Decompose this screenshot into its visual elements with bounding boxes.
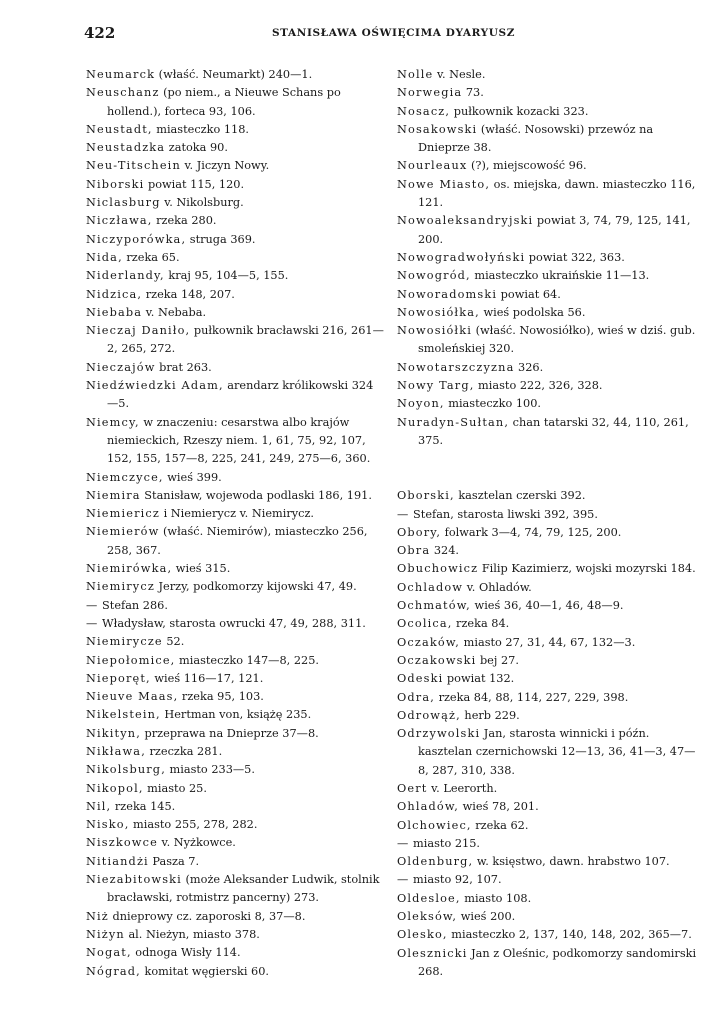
entry-text: dnieprowy cz. zaporoski 8, 37—8. [108,909,306,923]
entry-text: al. Nieżyn, miasto 378. [124,927,260,941]
index-entry [397,542,700,560]
index-entry [397,157,700,175]
entry-text: powiat 64. [497,287,561,301]
entry-headword: Nikolsburg, [86,763,166,777]
index-entry [397,414,700,451]
entry-text: v. Nebaba. [142,305,207,319]
entry-headword: Obuchowicz [397,562,479,576]
index-entry [86,359,384,377]
entry-headword: Niborski [86,177,145,191]
index-entry [86,176,384,194]
index-entry [397,634,700,652]
index-entry [397,780,700,798]
index-entry [86,944,384,962]
entry-headword: Odrzywolski [397,727,481,741]
entry-text: Jerzy, podkomorzy kijowski 47, 49. [154,580,357,594]
entry-headword: Oczakowski [397,653,477,667]
entry-text: w znaczeniu: cesarstwa albo krajów niemieckich, Rzeszy niem. 1, 61, 75, 92, 107, 152, 155, 157—8, 225, 241, 249, 275—6, 360. [107,415,371,466]
entry-text: i Niemierycz v. Niemirycz. [160,507,315,521]
entry-text: (właść. Nosowski) przewóz na Dnieprze 38. [418,122,654,155]
entry-text: rzeka 65. [122,250,180,264]
entry-text: przeprawa na Dnieprze 37—8. [140,726,319,740]
entry-headword: Nosakowski [397,122,478,136]
entry-headword: Niczyporówka, [86,232,187,246]
entry-text: (po niem., a Nieuwe Schans po hollend.), forteca 93, 106. [107,86,341,118]
entry-text: (?), miejscowość 96. [467,159,587,173]
entry-text: rzeka 148, 207. [142,287,235,301]
entry-text: chan tatarski 32, 44, 110, 261, 375. [418,415,689,447]
index-entry [86,249,384,267]
entry-text: miasto 108. [460,891,532,905]
entry-headword: — [397,873,410,887]
index-entry [397,835,700,853]
entry-headword: Neustadt, [86,122,153,136]
page-header [84,24,704,46]
entry-text: miasteczko 100. [444,397,541,411]
entry-headword: Oborski, [397,489,455,503]
entry-headword: Nitiandżi [86,854,149,868]
entry-text: v. Nyżkowce. [157,836,236,850]
entry-headword: Noworadomski [397,287,498,301]
entry-headword: Niemirycze [86,635,163,649]
entry-headword: Niż [86,909,109,923]
index-entry [397,524,700,542]
index-entry [397,817,700,835]
entry-headword: Neuschanz [86,86,160,100]
entry-text: wieś podolska 56. [479,305,586,319]
entry-headword: Oldesloe, [397,891,461,905]
index-entry [86,304,384,322]
entry-headword: Neu-Titschein [86,159,181,173]
entry-headword: Nowosiółki [397,324,472,338]
entry-text: (może Aleksander Ludwik, stolnik bracławski, rotmistrz pancerny) 273. [107,873,380,905]
entry-text: struga 369. [186,232,256,246]
entry-headword: Olchowiec, [397,818,472,832]
index-entry [86,597,384,615]
entry-headword: Nisko, [86,818,130,832]
entry-headword: Odra, [397,690,435,704]
entry-text: rzeka 145. [111,799,176,813]
entry-headword: Oleksów, [397,910,458,924]
index-entry [86,469,384,487]
index-entry [397,945,700,982]
entry-text: v. Nikolsburg. [160,196,244,210]
entry-text: miasto 255, 278, 282. [129,818,258,832]
index-entry [86,487,384,505]
entry-text: (właść. Niemirów), miasteczko 256, 258, 367. [107,525,368,557]
entry-headword: Nidzica, [86,287,143,301]
index-entry [86,194,384,212]
index-entry [86,121,384,139]
index-entry [86,377,384,414]
entry-headword: Olesko, [397,928,448,942]
entry-headword: Oert [397,781,428,795]
entry-text: Stefan 286. [98,598,168,612]
entry-text: powiat 115, 120. [144,177,245,191]
entry-headword: Niemirycz [86,580,155,594]
entry-text: 52. [162,635,185,649]
entry-text: miasto 215. [409,836,480,850]
index-entry [86,780,384,798]
entry-headword: Niczława, [86,214,153,228]
entry-text: miasto 92, 107. [409,873,502,887]
entry-text: powiat 132. [443,672,515,686]
index-entry [397,506,700,524]
entry-text: zatoka 90. [165,141,228,155]
entry-headword: Niebaba [86,305,143,319]
entry-text: miasteczko ukraińskie 11—13. [470,269,650,283]
entry-text: Stefan, starosta liwski 392, 395. [409,507,598,521]
entry-text: rzeka 84. [452,617,510,631]
entry-text: pułkownik bracławski 216, 261—2, 265, 272. [107,324,384,356]
entry-text: powiat 3, 74, 79, 125, 141, 200. [418,214,691,246]
entry-headword: Neustadzka [86,141,166,155]
entry-text: wieś 200. [457,910,516,924]
entry-headword: Olesznicki [397,946,468,960]
index-entry [397,670,700,688]
entry-headword: Obra [397,544,431,558]
index-entry [397,176,700,213]
entry-text: herb 229. [460,708,520,722]
index-entry [397,377,700,395]
entry-headword: Nikopol, [86,781,144,795]
entry-headword: Niepołomice, [86,653,176,667]
entry-headword: Niszkowce [86,836,158,850]
entry-text: (właść. Nowosiółko), wieś w dziś. gub. smoleńskiej 320. [418,324,696,356]
entry-text: Pasza 7. [148,854,200,868]
entry-text: wieś 78, 201. [459,800,539,814]
entry-text: (właść. Neumarkt) 240—1. [155,68,313,81]
entry-text: v. Jiczyn Nowy. [180,159,270,173]
entry-text: miasto 222, 326, 328. [474,379,603,393]
entry-headword: — [397,507,410,521]
index-entry [397,926,700,944]
index-entry [397,853,700,871]
entry-text: 324. [430,544,459,558]
entry-text: miasteczko 118. [152,122,249,136]
entry-headword: Nikława, [86,744,146,758]
entry-headword: Nowosiółka, [397,305,480,319]
entry-text: Filip Kazimierz, wojski mozyrski 184. [478,562,696,576]
index-entry [397,908,700,926]
entry-text: Jan, starosta winnicki i późn. kasztelan czernichowski 12—13, 36, 41—3, 47—8, 287, 310, 338. [418,727,696,777]
entry-headword: Obory, [397,525,442,539]
index-entry [86,414,384,469]
entry-headword: Nieporęt, [86,671,151,685]
entry-text: arendarz królikowski 324—5. [107,379,374,411]
entry-headword: Norwegia [397,86,463,100]
entry-text: v. Leerorth. [427,781,498,795]
index-entry [397,322,700,359]
index-group-o [397,487,700,981]
index-entry [86,908,384,926]
entry-text: 326. [514,360,544,374]
index-entry [397,579,700,597]
entry-headword: Nowogród, [397,269,471,283]
entry-text: wieś 315. [172,562,231,576]
index-entry [397,798,700,816]
entry-headword: Nieuve Maas, [86,690,179,704]
entry-text: kraj 95, 104—5, 155. [164,269,289,283]
entry-text: wieś 399. [163,470,222,484]
entry-text: os. miejska, dawn. miasteczko 116, 121. [418,177,696,210]
entry-text: wieś 116—17, 121. [150,671,264,685]
entry-headword: Noyon, [397,397,445,411]
index-entry [86,743,384,761]
index-entry [397,84,700,102]
index-entry [86,286,384,304]
entry-text: rzeka 95, 103. [178,690,264,704]
entry-text: miasto 25. [143,781,207,795]
entry-headword: Nowotarszczyzna [397,360,515,374]
entry-headword: Niclasburg [86,196,161,210]
index-entry [397,395,700,413]
index-entry [397,359,700,377]
index-entry [397,689,700,707]
entry-headword: Neumarck [86,68,156,81]
page-number: 422 [84,24,116,42]
entry-text: w. księstwo, dawn. hrabstwo 107. [473,855,670,869]
entry-text: miasteczko 147—8, 225. [175,653,319,667]
entry-text: Hertman von, książę 235. [160,708,312,722]
index-entry [397,871,700,889]
entry-headword: Niderlandy, [86,269,165,283]
entry-headword: — [86,616,99,630]
entry-headword: Nourleaux [397,159,468,173]
entry-text: Jan z Oleśnic, podkomorzy sandomirski 268. [418,946,697,978]
index-entry [86,652,384,670]
entry-headword: Odeski [397,672,444,686]
index-entry [397,286,700,304]
entry-headword: Nogat, [86,946,132,960]
entry-headword: Ocolica, [397,617,453,631]
entry-text: bej 27. [476,653,519,667]
entry-text: wieś 36, 40—1, 46, 48—9. [470,599,624,613]
entry-headword: — [397,836,410,850]
section-gap [397,450,700,487]
entry-headword: Niedźwiedzki Adam, [86,379,224,393]
index-entry [397,615,700,633]
index-entry [86,139,384,157]
index-entry [397,652,700,670]
entry-text: Stanisław, wojewoda podlaski 186, 191. [140,488,372,502]
entry-text: 73. [462,86,484,100]
index-entry [86,798,384,816]
entry-text: pułkownik kozacki 323. [450,104,589,118]
index-column-right [397,66,700,981]
index-entry [86,66,384,84]
index-entry [86,212,384,230]
entry-headword: Niemczyce, [86,470,164,484]
entry-headword: Niemcy, [86,415,140,429]
entry-text: Władysław, starosta owrucki 47, 49, 288, 311. [98,616,366,630]
index-entry [397,304,700,322]
entry-headword: Nikelstein, [86,708,161,722]
index-group-n [397,66,700,450]
index-entry [86,926,384,944]
entry-headword: Niemierów [86,525,160,539]
index-entry [86,267,384,285]
index-entry [397,487,700,505]
entry-headword: Niemira [86,488,141,502]
entry-headword: Niemirówka, [86,562,173,576]
index-entry [86,578,384,596]
entry-headword: Nowe Miasto, [397,177,491,191]
entry-headword: Nil, [86,799,112,813]
entry-text: rzeka 62. [471,818,529,832]
index-entry [86,615,384,633]
entry-headword: Nolle [397,68,434,81]
index-entry [397,103,700,121]
entry-text: brat 263. [155,360,212,374]
entry-text: rzeka 280. [152,214,217,228]
entry-text: rzeczka 281. [145,744,223,758]
entry-text: miasto 233—5. [165,763,255,777]
index-entry [86,725,384,743]
entry-text: kasztelan czerski 392. [454,489,586,503]
entry-headword: Nowoaleksandryjski [397,214,534,228]
index-entry [86,633,384,651]
entry-text: komitat węgierski 60. [140,964,270,978]
index-entry [397,66,700,84]
index-entry [86,834,384,852]
index-entry [86,963,384,981]
entry-headword: Nowogradwołyński [397,250,526,264]
entry-headword: Oczaków, [397,635,461,649]
index-entry [86,871,384,908]
entry-headword: Niemiericz [86,507,160,521]
entry-text: miasto 27, 31, 44, 67, 132—3. [460,635,636,649]
entry-text: odnoga Wisły 114. [131,946,241,960]
entry-headword: Niezabitowski [86,873,182,887]
index-entry [86,231,384,249]
index-entry [397,707,700,725]
index-entry [86,816,384,834]
index-entry [397,121,700,158]
entry-headword: Odrowąż, [397,708,461,722]
entry-headword: Nuradyn-Sułtan, [397,415,510,429]
entry-headword: Ohladów, [397,800,460,814]
index-column-left [86,66,384,981]
running-title: STANISŁAWA OŚWIĘCIMA DYARYUSZ [272,27,515,39]
entry-text: v. Ohladów. [463,580,532,594]
entry-text: powiat 322, 363. [525,250,625,264]
index-entry [86,322,384,359]
index-entry [397,725,700,780]
index-entry [86,84,384,121]
index-entry [86,560,384,578]
entry-headword: Ochladow [397,580,464,594]
entry-headword: Oldenburg, [397,855,474,869]
entry-text: folwark 3—4, 74, 79, 125, 200. [441,525,622,539]
index-entry [86,761,384,779]
entry-headword: Nieczaj Daniło, [86,324,191,338]
index-entry [86,853,384,871]
index-entry [397,560,700,578]
entry-headword: Nowy Targ, [397,379,475,393]
entry-text: miasteczko 2, 137, 140, 148, 202, 365—7. [447,928,692,942]
index-entry [86,688,384,706]
entry-headword: Nida, [86,250,123,264]
index-entry [86,157,384,175]
entry-headword: Ochmatów, [397,599,471,613]
entry-headword: Nosacz, [397,104,451,118]
entry-text: v. Nesle. [433,68,486,81]
index-entry [397,212,700,249]
index-entry [397,267,700,285]
index-entry [86,670,384,688]
index-entry [86,505,384,523]
index-entry [86,523,384,560]
entry-text: rzeka 84, 88, 114, 227, 229, 398. [434,690,629,704]
entry-headword: Nógrad, [86,964,141,978]
entry-headword: Niżyn [86,927,125,941]
entry-headword: Nieczajów [86,360,156,374]
index-entry [397,249,700,267]
entry-headword: — [86,598,99,612]
index-entry [397,597,700,615]
index-entry [397,890,700,908]
entry-headword: Nikityn, [86,726,141,740]
index-entry [86,706,384,724]
